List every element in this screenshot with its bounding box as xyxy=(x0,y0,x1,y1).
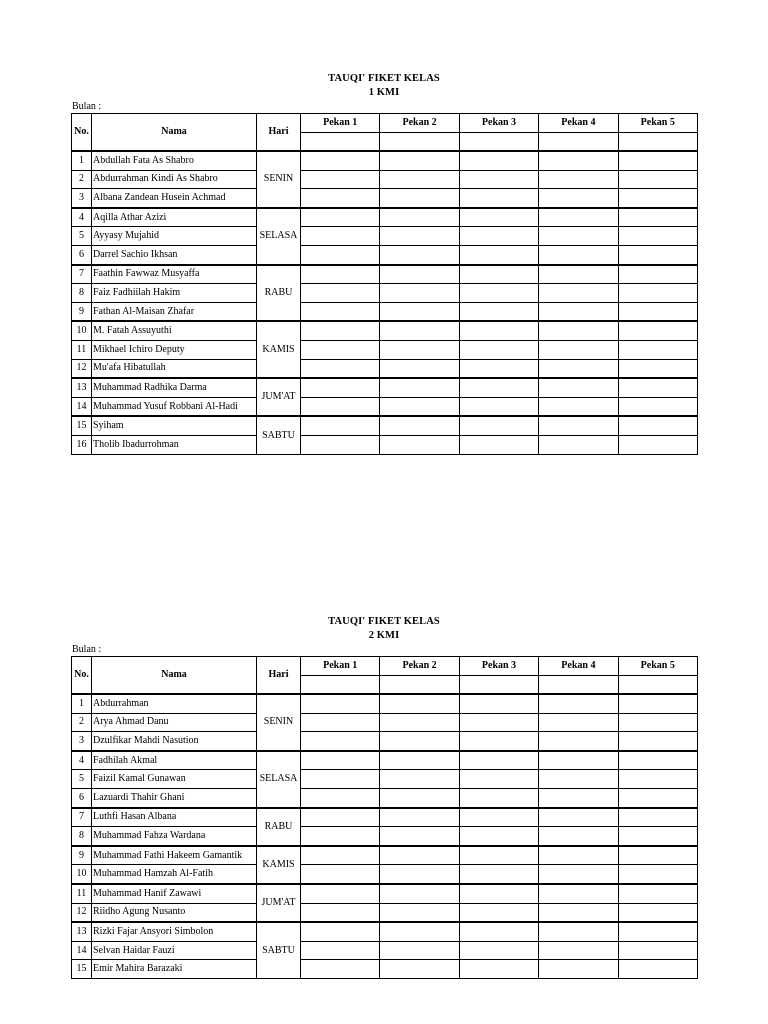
pekan-5-cell[interactable] xyxy=(618,789,697,808)
pekan-1-cell[interactable] xyxy=(301,416,380,435)
student-name: Fadhilah Akmal xyxy=(92,751,257,770)
pekan-2-cell[interactable] xyxy=(380,208,459,227)
header-pekan-2-sub xyxy=(380,675,459,694)
student-number: 16 xyxy=(72,436,92,455)
pekan-3-cell[interactable] xyxy=(459,170,538,189)
student-name: M. Fatah Assuyuthi xyxy=(92,321,257,340)
pekan-5-cell[interactable] xyxy=(618,808,697,827)
pekan-1-cell[interactable] xyxy=(301,341,380,360)
header-pekan-5: Pekan 5 xyxy=(618,657,697,676)
pekan-3-cell[interactable] xyxy=(459,694,538,713)
student-number: 1 xyxy=(72,151,92,170)
pekan-1-cell[interactable] xyxy=(301,227,380,246)
student-number: 7 xyxy=(72,808,92,827)
pekan-5-cell[interactable] xyxy=(618,941,697,960)
pekan-5-cell[interactable] xyxy=(618,416,697,435)
table-row xyxy=(72,732,698,751)
pekan-1-cell[interactable] xyxy=(301,960,380,979)
table-row xyxy=(72,189,698,208)
header-pekan-3: Pekan 3 xyxy=(459,114,538,133)
student-number: 3 xyxy=(72,732,92,751)
student-number: 13 xyxy=(72,378,92,397)
pekan-5-cell[interactable] xyxy=(618,732,697,751)
pekan-3-cell[interactable] xyxy=(459,416,538,435)
student-number: 2 xyxy=(72,713,92,732)
pekan-1-cell[interactable] xyxy=(301,359,380,378)
pekan-5-cell[interactable] xyxy=(618,246,697,265)
pekan-3-cell[interactable] xyxy=(459,321,538,340)
student-number: 8 xyxy=(72,827,92,846)
pekan-2-cell[interactable] xyxy=(380,189,459,208)
pekan-3-cell[interactable] xyxy=(459,436,538,455)
pekan-2-cell[interactable] xyxy=(380,265,459,284)
pekan-1-cell[interactable] xyxy=(301,865,380,884)
pekan-4-cell[interactable] xyxy=(539,789,618,808)
table-row xyxy=(72,694,698,713)
pekan-4-cell[interactable] xyxy=(539,341,618,360)
pekan-3-cell[interactable] xyxy=(459,903,538,922)
pekan-1-cell[interactable] xyxy=(301,378,380,397)
pekan-4-cell[interactable] xyxy=(539,751,618,770)
pekan-4-cell[interactable] xyxy=(539,302,618,321)
day-cell: SELASA xyxy=(257,208,301,265)
pekan-2-cell[interactable] xyxy=(380,416,459,435)
student-name: Faizil Kamal Gunawan xyxy=(92,770,257,789)
student-name: Mu'afa Hibatullah xyxy=(92,359,257,378)
pekan-1-cell[interactable] xyxy=(301,751,380,770)
student-name: Muhammad Hamzah Al-Fatih xyxy=(92,865,257,884)
table-row xyxy=(72,770,698,789)
pekan-2-cell[interactable] xyxy=(380,302,459,321)
table-row xyxy=(72,941,698,960)
pekan-4-cell[interactable] xyxy=(539,436,618,455)
pekan-4-cell[interactable] xyxy=(539,808,618,827)
pekan-3-cell[interactable] xyxy=(459,713,538,732)
pekan-1-cell[interactable] xyxy=(301,941,380,960)
table-row xyxy=(72,208,698,227)
schedule-table xyxy=(71,113,698,455)
pekan-1-cell[interactable] xyxy=(301,265,380,284)
student-name: Dzulfikar Mahdi Nasution xyxy=(92,732,257,751)
header-pekan-5-sub xyxy=(618,132,697,151)
table-row xyxy=(72,341,698,360)
pekan-3-cell[interactable] xyxy=(459,227,538,246)
table-row xyxy=(72,960,698,979)
pekan-2-cell[interactable] xyxy=(380,827,459,846)
pekan-4-cell[interactable] xyxy=(539,397,618,416)
student-number: 3 xyxy=(72,189,92,208)
pekan-4-cell[interactable] xyxy=(539,378,618,397)
student-name: Abdurrahman xyxy=(92,694,257,713)
section-subtitle: 1 KMI xyxy=(368,87,400,98)
pekan-5-cell[interactable] xyxy=(618,865,697,884)
class-section-1 xyxy=(0,72,768,455)
pekan-2-cell[interactable] xyxy=(380,436,459,455)
pekan-5-cell[interactable] xyxy=(618,713,697,732)
student-name: Riidho Agung Nusanto xyxy=(92,903,257,922)
header-pekan-4-sub xyxy=(539,132,618,151)
table-row xyxy=(72,321,698,340)
pekan-3-cell[interactable] xyxy=(459,770,538,789)
student-number: 2 xyxy=(72,170,92,189)
student-number: 5 xyxy=(72,770,92,789)
pekan-1-cell[interactable] xyxy=(301,694,380,713)
pekan-4-cell[interactable] xyxy=(539,903,618,922)
table-row xyxy=(72,751,698,770)
pekan-5-cell[interactable] xyxy=(618,189,697,208)
pekan-2-cell[interactable] xyxy=(380,960,459,979)
student-number: 11 xyxy=(72,341,92,360)
table-row xyxy=(72,265,698,284)
pekan-5-cell[interactable] xyxy=(618,751,697,770)
pekan-5-cell[interactable] xyxy=(618,903,697,922)
header-pekan-2: Pekan 2 xyxy=(380,114,459,133)
pekan-2-cell[interactable] xyxy=(380,713,459,732)
header-no: No. xyxy=(72,657,92,695)
student-name: Faathin Fawwaz Musyaffa xyxy=(92,265,257,284)
pekan-3-cell[interactable] xyxy=(459,732,538,751)
pekan-2-cell[interactable] xyxy=(380,397,459,416)
student-name: Syiham xyxy=(92,416,257,435)
pekan-3-cell[interactable] xyxy=(459,922,538,941)
pekan-4-cell[interactable] xyxy=(539,713,618,732)
header-hari: Hari xyxy=(257,657,301,695)
pekan-2-cell[interactable] xyxy=(380,151,459,170)
pekan-1-cell[interactable] xyxy=(301,789,380,808)
student-name: Muhammad Fahza Wardana xyxy=(92,827,257,846)
header-pekan-5-sub xyxy=(618,675,697,694)
pekan-2-cell[interactable] xyxy=(380,170,459,189)
table-row xyxy=(72,170,698,189)
pekan-2-cell[interactable] xyxy=(380,284,459,303)
table-row xyxy=(72,378,698,397)
pekan-4-cell[interactable] xyxy=(539,359,618,378)
student-number: 8 xyxy=(72,284,92,303)
pekan-3-cell[interactable] xyxy=(459,284,538,303)
pekan-1-cell[interactable] xyxy=(301,846,380,865)
header-pekan-4: Pekan 4 xyxy=(539,657,618,676)
day-cell: KAMIS xyxy=(257,846,301,884)
table-row xyxy=(72,227,698,246)
student-name: Rizki Fajar Ansyori Simbolon xyxy=(92,922,257,941)
table-row xyxy=(72,789,698,808)
pekan-5-cell[interactable] xyxy=(618,827,697,846)
pekan-4-cell[interactable] xyxy=(539,246,618,265)
student-number: 11 xyxy=(72,884,92,903)
pekan-1-cell[interactable] xyxy=(301,302,380,321)
pekan-4-cell[interactable] xyxy=(539,189,618,208)
bulan-label: Bulan : xyxy=(72,101,102,112)
pekan-3-cell[interactable] xyxy=(459,808,538,827)
pekan-5-cell[interactable] xyxy=(618,922,697,941)
section-title: TAUQI' FIKET KELAS xyxy=(328,616,440,627)
table-row xyxy=(72,302,698,321)
student-name: Fathan Al-Maisan Zhafar xyxy=(92,302,257,321)
pekan-3-cell[interactable] xyxy=(459,827,538,846)
pekan-5-cell[interactable] xyxy=(618,284,697,303)
pekan-1-cell[interactable] xyxy=(301,713,380,732)
student-number: 12 xyxy=(72,903,92,922)
pekan-3-cell[interactable] xyxy=(459,265,538,284)
header-pekan-2: Pekan 2 xyxy=(380,657,459,676)
pekan-1-cell[interactable] xyxy=(301,170,380,189)
table-row xyxy=(72,359,698,378)
pekan-5-cell[interactable] xyxy=(618,151,697,170)
class-section-2 xyxy=(0,615,768,979)
pekan-4-cell[interactable] xyxy=(539,846,618,865)
pekan-1-cell[interactable] xyxy=(301,884,380,903)
pekan-2-cell[interactable] xyxy=(380,770,459,789)
table-row xyxy=(72,922,698,941)
pekan-5-cell[interactable] xyxy=(618,227,697,246)
pekan-3-cell[interactable] xyxy=(459,189,538,208)
table-row xyxy=(72,397,698,416)
student-number: 6 xyxy=(72,789,92,808)
day-cell: JUM'AT xyxy=(257,378,301,416)
section-title: TAUQI' FIKET KELAS xyxy=(328,73,440,84)
pekan-2-cell[interactable] xyxy=(380,378,459,397)
pekan-1-cell[interactable] xyxy=(301,246,380,265)
student-name: Darrel Sachio Ikhsan xyxy=(92,246,257,265)
day-cell: SELASA xyxy=(257,751,301,808)
pekan-4-cell[interactable] xyxy=(539,151,618,170)
pekan-5-cell[interactable] xyxy=(618,302,697,321)
pekan-3-cell[interactable] xyxy=(459,941,538,960)
table-row xyxy=(72,416,698,435)
student-number: 14 xyxy=(72,397,92,416)
pekan-1-cell[interactable] xyxy=(301,397,380,416)
pekan-2-cell[interactable] xyxy=(380,884,459,903)
pekan-5-cell[interactable] xyxy=(618,265,697,284)
pekan-1-cell[interactable] xyxy=(301,151,380,170)
pekan-2-cell[interactable] xyxy=(380,789,459,808)
pekan-3-cell[interactable] xyxy=(459,378,538,397)
pekan-3-cell[interactable] xyxy=(459,208,538,227)
pekan-3-cell[interactable] xyxy=(459,341,538,360)
pekan-2-cell[interactable] xyxy=(380,227,459,246)
student-name: Faiz Fadhiilah Hakim xyxy=(92,284,257,303)
pekan-1-cell[interactable] xyxy=(301,827,380,846)
pekan-3-cell[interactable] xyxy=(459,884,538,903)
pekan-4-cell[interactable] xyxy=(539,732,618,751)
table-row xyxy=(72,436,698,455)
pekan-2-cell[interactable] xyxy=(380,846,459,865)
student-name: Abdullah Fata As Shabro xyxy=(92,151,257,170)
pekan-2-cell[interactable] xyxy=(380,903,459,922)
student-name: Lazuardi Thahir Ghani xyxy=(92,789,257,808)
pekan-4-cell[interactable] xyxy=(539,770,618,789)
student-name: Selvan Haidar Fauzi xyxy=(92,941,257,960)
header-pekan-1-sub xyxy=(301,132,380,151)
student-name: Muhammad Hanif Zawawi xyxy=(92,884,257,903)
pekan-4-cell[interactable] xyxy=(539,884,618,903)
header-pekan-5: Pekan 5 xyxy=(618,114,697,133)
student-number: 4 xyxy=(72,208,92,227)
header-pekan-3: Pekan 3 xyxy=(459,657,538,676)
pekan-4-cell[interactable] xyxy=(539,827,618,846)
day-cell: RABU xyxy=(257,808,301,846)
pekan-3-cell[interactable] xyxy=(459,865,538,884)
pekan-3-cell[interactable] xyxy=(459,151,538,170)
table-row xyxy=(72,903,698,922)
pekan-2-cell[interactable] xyxy=(380,694,459,713)
pekan-2-cell[interactable] xyxy=(380,321,459,340)
day-cell: JUM'AT xyxy=(257,884,301,922)
pekan-5-cell[interactable] xyxy=(618,208,697,227)
pekan-2-cell[interactable] xyxy=(380,808,459,827)
pekan-4-cell[interactable] xyxy=(539,265,618,284)
pekan-2-cell[interactable] xyxy=(380,246,459,265)
student-name: Abdurrahman Kindi As Shabro xyxy=(92,170,257,189)
student-number: 6 xyxy=(72,246,92,265)
pekan-3-cell[interactable] xyxy=(459,846,538,865)
pekan-3-cell[interactable] xyxy=(459,960,538,979)
pekan-4-cell[interactable] xyxy=(539,227,618,246)
pekan-5-cell[interactable] xyxy=(618,170,697,189)
day-cell: SABTU xyxy=(257,416,301,454)
student-number: 12 xyxy=(72,359,92,378)
pekan-4-cell[interactable] xyxy=(539,865,618,884)
pekan-4-cell[interactable] xyxy=(539,922,618,941)
header-pekan-1: Pekan 1 xyxy=(301,657,380,676)
student-name: Albana Zandean Husein Achmad xyxy=(92,189,257,208)
student-name: Aqilla Athar Azizi xyxy=(92,208,257,227)
pekan-1-cell[interactable] xyxy=(301,922,380,941)
student-number: 7 xyxy=(72,265,92,284)
student-number: 1 xyxy=(72,694,92,713)
pekan-1-cell[interactable] xyxy=(301,208,380,227)
pekan-4-cell[interactable] xyxy=(539,284,618,303)
pekan-1-cell[interactable] xyxy=(301,770,380,789)
pekan-4-cell[interactable] xyxy=(539,960,618,979)
header-pekan-4-sub xyxy=(539,675,618,694)
student-number: 14 xyxy=(72,941,92,960)
header-nama: Nama xyxy=(92,657,257,695)
pekan-4-cell[interactable] xyxy=(539,208,618,227)
pekan-4-cell[interactable] xyxy=(539,321,618,340)
pekan-4-cell[interactable] xyxy=(539,170,618,189)
pekan-5-cell[interactable] xyxy=(618,770,697,789)
student-name: Muhammad Radhika Darma xyxy=(92,378,257,397)
day-cell: SABTU xyxy=(257,922,301,978)
day-cell: SENIN xyxy=(257,151,301,208)
header-hari: Hari xyxy=(257,114,301,152)
pekan-2-cell[interactable] xyxy=(380,341,459,360)
student-name: Arya Ahmad Danu xyxy=(92,713,257,732)
table-row xyxy=(72,827,698,846)
pekan-2-cell[interactable] xyxy=(380,359,459,378)
header-nama: Nama xyxy=(92,114,257,152)
header-pekan-3-sub xyxy=(459,132,538,151)
pekan-2-cell[interactable] xyxy=(380,865,459,884)
student-name: Mikhael Ichiro Deputy xyxy=(92,341,257,360)
pekan-5-cell[interactable] xyxy=(618,846,697,865)
pekan-5-cell[interactable] xyxy=(618,884,697,903)
table-row xyxy=(72,151,698,170)
pekan-3-cell[interactable] xyxy=(459,397,538,416)
pekan-1-cell[interactable] xyxy=(301,321,380,340)
student-name: Luthfi Hasan Albana xyxy=(92,808,257,827)
table-row xyxy=(72,884,698,903)
student-name: Emir Mahira Barazaki xyxy=(92,960,257,979)
student-name: Muhammad Fathi Hakeem Gamantik xyxy=(92,846,257,865)
student-number: 10 xyxy=(72,321,92,340)
pekan-4-cell[interactable] xyxy=(539,416,618,435)
header-pekan-1-sub xyxy=(301,675,380,694)
header-pekan-2-sub xyxy=(380,132,459,151)
pekan-3-cell[interactable] xyxy=(459,302,538,321)
pekan-2-cell[interactable] xyxy=(380,922,459,941)
table-row xyxy=(72,246,698,265)
pekan-4-cell[interactable] xyxy=(539,694,618,713)
student-number: 13 xyxy=(72,922,92,941)
pekan-3-cell[interactable] xyxy=(459,789,538,808)
pekan-5-cell[interactable] xyxy=(618,960,697,979)
student-number: 10 xyxy=(72,865,92,884)
header-pekan-4: Pekan 4 xyxy=(539,114,618,133)
student-number: 15 xyxy=(72,416,92,435)
pekan-2-cell[interactable] xyxy=(380,941,459,960)
header-pekan-1: Pekan 1 xyxy=(301,114,380,133)
bulan-label: Bulan : xyxy=(72,644,102,655)
day-cell: RABU xyxy=(257,265,301,322)
table-row xyxy=(72,808,698,827)
day-cell: KAMIS xyxy=(257,321,301,378)
table-row xyxy=(72,846,698,865)
pekan-5-cell[interactable] xyxy=(618,436,697,455)
student-name: Ayyasy Mujahid xyxy=(92,227,257,246)
pekan-5-cell[interactable] xyxy=(618,341,697,360)
pekan-5-cell[interactable] xyxy=(618,694,697,713)
pekan-3-cell[interactable] xyxy=(459,246,538,265)
table-row xyxy=(72,865,698,884)
student-number: 9 xyxy=(72,846,92,865)
student-number: 5 xyxy=(72,227,92,246)
student-number: 15 xyxy=(72,960,92,979)
day-cell: SENIN xyxy=(257,694,301,751)
header-pekan-3-sub xyxy=(459,675,538,694)
pekan-3-cell[interactable] xyxy=(459,751,538,770)
pekan-5-cell[interactable] xyxy=(618,397,697,416)
student-name: Muhammad Yusuf Robbani Al-Hadi xyxy=(92,397,257,416)
pekan-5-cell[interactable] xyxy=(618,321,697,340)
pekan-5-cell[interactable] xyxy=(618,359,697,378)
pekan-2-cell[interactable] xyxy=(380,751,459,770)
pekan-1-cell[interactable] xyxy=(301,903,380,922)
pekan-2-cell[interactable] xyxy=(380,732,459,751)
pekan-1-cell[interactable] xyxy=(301,732,380,751)
student-number: 4 xyxy=(72,751,92,770)
pekan-3-cell[interactable] xyxy=(459,359,538,378)
pekan-1-cell[interactable] xyxy=(301,436,380,455)
student-number: 9 xyxy=(72,302,92,321)
pekan-1-cell[interactable] xyxy=(301,189,380,208)
pekan-1-cell[interactable] xyxy=(301,808,380,827)
table-row xyxy=(72,713,698,732)
pekan-4-cell[interactable] xyxy=(539,941,618,960)
pekan-1-cell[interactable] xyxy=(301,284,380,303)
student-name: Tholib Ibadurrohman xyxy=(92,436,257,455)
table-row xyxy=(72,284,698,303)
schedule-table xyxy=(71,656,698,979)
header-no: No. xyxy=(72,114,92,152)
pekan-5-cell[interactable] xyxy=(618,378,697,397)
section-subtitle: 2 KMI xyxy=(368,630,400,641)
